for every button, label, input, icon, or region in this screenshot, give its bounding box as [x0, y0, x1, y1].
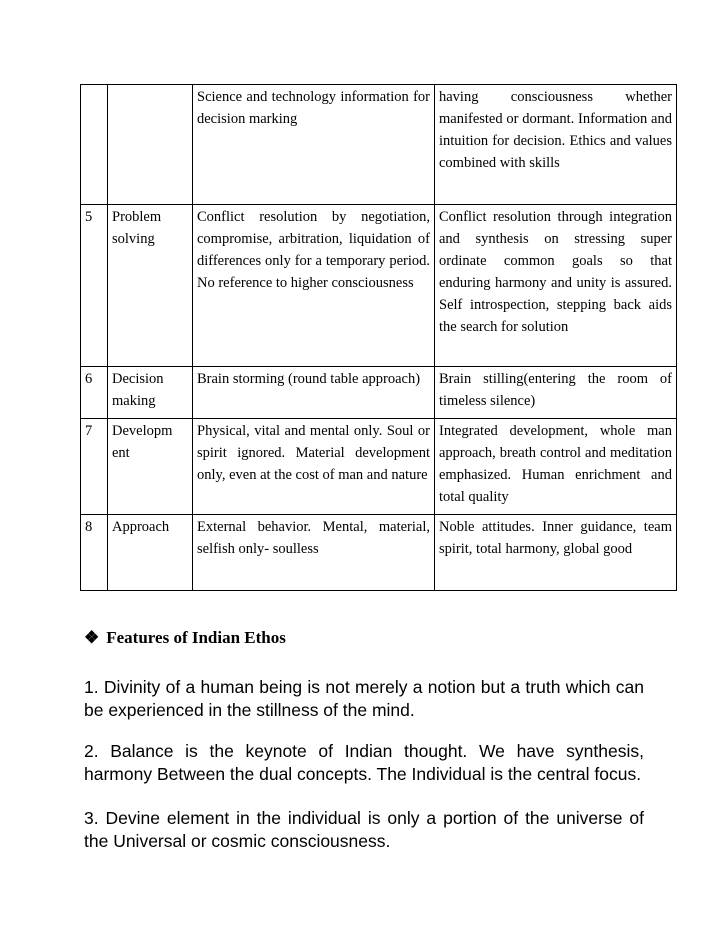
- aspect-cell: [108, 85, 193, 205]
- table-row: [81, 367, 677, 419]
- western-cell: Physical, vital and mental only. Soul or spirit ignored. Material development only, even at the cost of man and nature: [193, 419, 435, 515]
- table-row: [81, 419, 677, 515]
- comparison-table: [80, 84, 677, 591]
- aspect-cell: Developm ent: [108, 419, 193, 515]
- section-heading-text: Features of Indian Ethos: [106, 628, 286, 647]
- western-cell: Conflict resolution by negotiation, compromise, arbitration, liquidation of differences only for a temporary period. No reference to higher consciousness: [193, 205, 435, 367]
- western-cell: External behavior. Mental, material, selfish only- soulless: [193, 515, 435, 591]
- aspect-cell: Decision making: [108, 367, 193, 419]
- western-cell: Science and technology information for decision marking: [193, 85, 435, 205]
- aspect-cell: Approach: [108, 515, 193, 591]
- indian-cell: Noble attitudes. Inner guidance, team spirit, total harmony, global good: [435, 515, 677, 591]
- row-number: 6: [81, 367, 108, 419]
- aspect-cell: Problem solving: [108, 205, 193, 367]
- indian-cell: Integrated development, whole man approach, breath control and meditation emphasized. Human enrichment and total quality: [435, 419, 677, 515]
- row-number: [81, 85, 108, 205]
- diamond-bullet-icon: ❖: [84, 628, 100, 647]
- row-number: 7: [81, 419, 108, 515]
- table-row: [81, 85, 677, 205]
- indian-cell: having consciousness whether manifested or dormant. Information and intuition for decision. Ethics and values combined with skills: [435, 85, 677, 205]
- row-number: 5: [81, 205, 108, 367]
- feature-paragraph-2: 2. Balance is the keynote of Indian thought. We have synthesis, harmony Between the dual concepts. The Individual is the central focus.: [84, 741, 644, 784]
- indian-cell: Conflict resolution through integration and synthesis on stressing super ordinate common goals so that enduring harmony and unity is assured. Self introspection, stepping back aids the search for solution: [435, 205, 677, 367]
- section-heading: [84, 628, 664, 648]
- table-row: [81, 205, 677, 367]
- feature-paragraph-1: 1. Divinity of a human being is not merely a notion but a truth which can be experienced in the stillness of the mind.: [84, 677, 644, 720]
- table-row: [81, 515, 677, 591]
- indian-cell: Brain stilling(entering the room of timeless silence): [435, 367, 677, 419]
- feature-paragraph-3: 3. Devine element in the individual is only a portion of the universe of the Universal or cosmic consciousness.: [84, 808, 644, 851]
- row-number: 8: [81, 515, 108, 591]
- western-cell: Brain storming (round table approach): [193, 367, 435, 419]
